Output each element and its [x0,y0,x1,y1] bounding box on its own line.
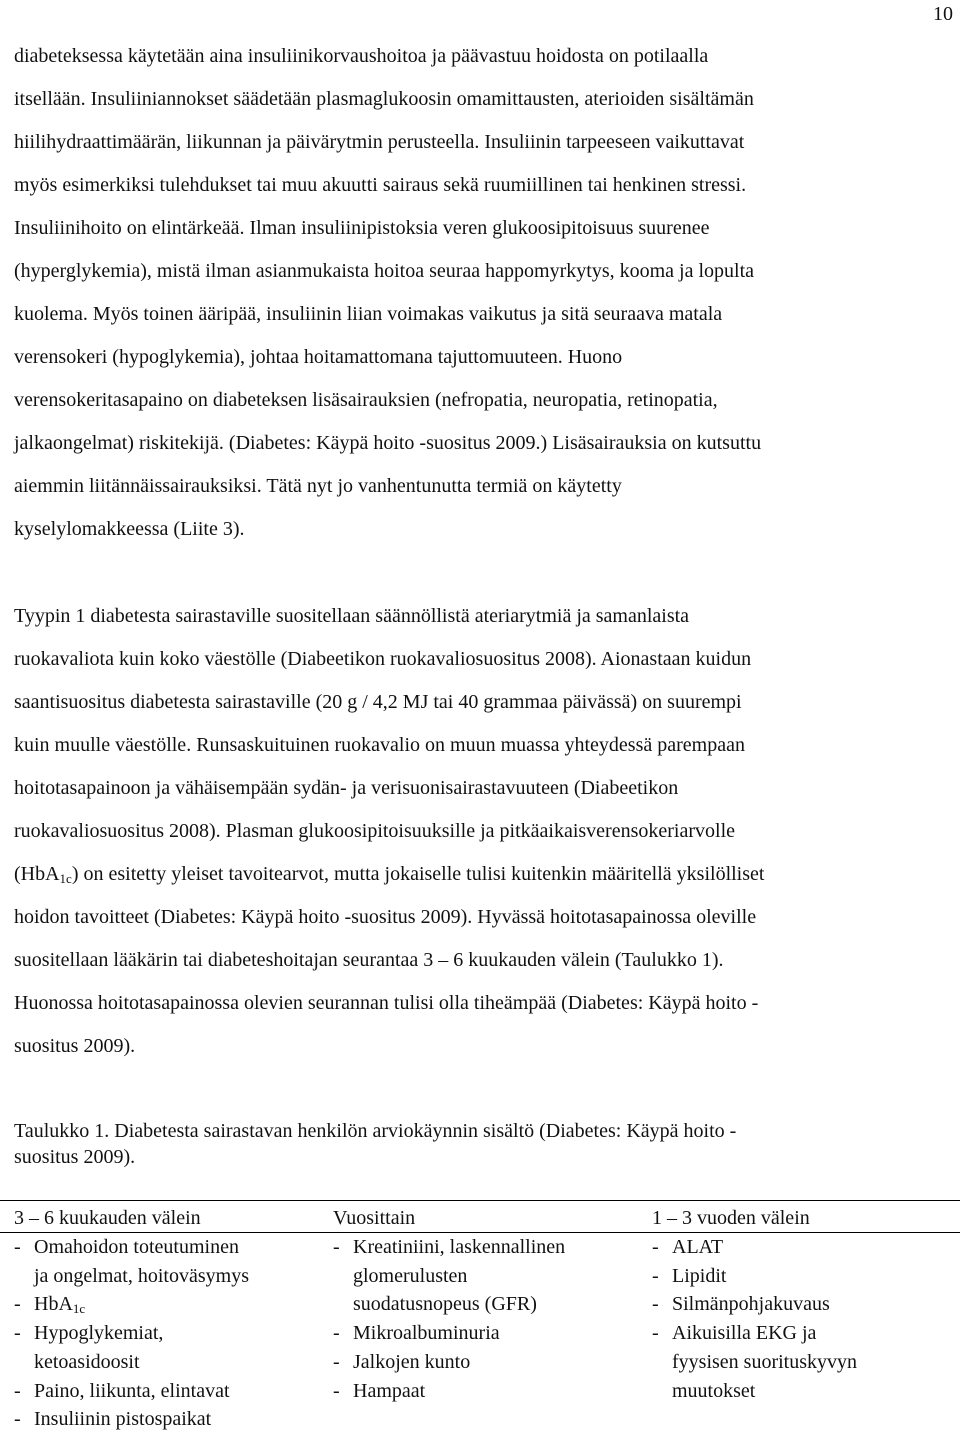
list-item [652,1290,857,1319]
list-item [333,1319,565,1348]
list-item [333,1233,565,1319]
list-item [652,1319,857,1405]
text-line: hoitotasapainoon ja vähäisempään sydän- ja verisuonisairastavuuteen (Diabeetikon [14,777,679,799]
text-line: jalkaongelmat) riskitekijä. (Diabetes: Käypä hoito -suositus 2009.) Lisäsairauksia on kutsuttu [14,432,762,454]
paragraph-nutrition [14,595,950,1068]
dash: - [14,1293,21,1316]
column-yearly [333,1233,565,1405]
item-text: HbA [34,1293,73,1316]
hba1c-suffix: ) on esitetty yleiset tavoitearvot, mutta jokaiselle tulisi kuitenkin määritellä yksilölliset [71,863,765,885]
item-text: suodatusnopeus (GFR) [353,1293,537,1316]
item-text: glomerulusten [353,1264,468,1287]
text-line: itsellään. Insuliiniannokset säädetään plasmaglukoosin omamittausten, aterioiden sisältämän [14,88,754,110]
column-3-6-months [14,1233,249,1434]
column-header-yearly: Vuosittain [333,1207,416,1229]
dash: - [333,1379,340,1402]
list-item [14,1233,249,1290]
paragraph-insulin-therapy [14,35,950,551]
text-line: kuolema. Myös toinen ääripää, insuliinin liian voimakas vaikutus ja sitä seuraava matala [14,303,723,325]
dash: - [652,1264,659,1287]
text-line: Insuliinihoito on elintärkeää. Ilman insuliinipistoksia veren glukoosipitoisuus suurenee [14,217,710,239]
text-line: (hyperglykemia), mistä ilman asianmukaista hoitoa seuraa happomyrkytys, kooma ja lopulta [14,260,755,282]
column-header-1-3-years: 1 – 3 vuoden välein [652,1207,810,1229]
text-line: aiemmin liitännäissairauksiksi. Tätä nyt jo vanhentunutta termiä on käytetty [14,475,622,497]
text-line: hiilihydraattimäärän, liikunnan ja päivärytmin perusteella. Insuliinin tarpeeseen vaikuttavat [14,131,745,153]
item-text: ALAT [672,1236,724,1258]
dash: - [333,1350,340,1373]
visit-content-table [0,1200,960,1434]
column-1-3-years [652,1233,857,1405]
dash: - [652,1293,659,1316]
caption-line: Taulukko 1. Diabetesta sairastavan henkilön arviokäynnin sisältö (Diabetes: Käypä hoito - [14,1120,737,1142]
item-text: Aikuisilla EKG ja [672,1322,817,1345]
item-text: ketoasidoosit [34,1350,140,1373]
text-line: diabeteksessa käytetään aina insuliinikorvaushoitoa ja päävastuu hoidosta on potilaalla [14,45,709,67]
text-line: ruokavaliota kuin koko väestölle (Diabeetikon ruokavaliosuositus 2008). Aionastaan kuidun [14,648,752,670]
text-line: ruokavaliosuositus 2008). Plasman glukoosipitoisuuksille ja pitkäaikaisverensokeriarvolle [14,820,735,842]
list-item [333,1348,565,1377]
caption-line: suositus 2009). [14,1146,136,1168]
hba1c-prefix: (HbA [14,863,60,885]
text-line: verensokeri (hypoglykemia), johtaa hoitamattomana tajuttomuuteen. Huono [14,346,623,368]
column-header-3-6-months: 3 – 6 kuukauden välein [14,1207,201,1229]
list-item [14,1319,249,1376]
table-caption [14,1118,736,1170]
dash: - [333,1322,340,1345]
item-text: Mikroalbuminuria [353,1322,500,1345]
item-text: Hypoglykemiat, [34,1322,164,1345]
text-line: myös esimerkiksi tulehdukset tai muu akuutti sairaus sekä ruumiillinen tai henkinen stressi. [14,174,747,196]
dash: - [14,1408,21,1431]
text-line: hoidon tavoitteet (Diabetes: Käypä hoito -suositus 2009). Hyvässä hoitotasapainossa oleville [14,906,757,928]
list-item [333,1377,565,1406]
list-item [14,1405,249,1434]
item-text: Jalkojen kunto [353,1350,471,1373]
text-line: kuin muulle väestölle. Runsaskuituinen ruokavalio on muun muassa yhteydessä parempaan [14,734,745,756]
dash: - [652,1322,659,1345]
item-text: Omahoidon toteutuminen [34,1236,239,1258]
item-text: Lipidit [672,1264,727,1287]
list-item [652,1262,857,1291]
text-line: Huonossa hoitotasapainossa olevien seurannan tulisi olla tiheämpää (Diabetes: Käypä hoito - [14,992,759,1014]
dash: - [333,1236,340,1258]
item-text: ja ongelmat, hoitoväsymys [34,1264,249,1287]
text-line: saantisuositus diabetesta sairastaville (20 g / 4,2 MJ tai 40 grammaa päivässä) on suurempi [14,691,742,713]
text-line: verensokeritasapaino on diabeteksen lisäsairauksien (nefropatia, neuropatia, retinopatia, [14,389,718,411]
list-item [14,1290,249,1319]
text-line: Tyypin 1 diabetesta sairastaville suositellaan säännöllistä ateriarytmiä ja samanlaista [14,605,690,627]
dash: - [14,1236,21,1258]
item-text: muutokset [672,1379,756,1402]
item-text: fyysisen suorituskyvyn [672,1350,857,1373]
dash: - [14,1379,21,1402]
item-text: Hampaat [353,1379,426,1402]
text-line: suositellaan lääkärin tai diabeteshoitajan seurantaa 3 – 6 kuukauden välein (Taulukko 1). [14,949,724,971]
item-text: Kreatiniini, laskennallinen [353,1236,566,1258]
hba1c-subscript: 1c [59,871,72,886]
item-text: Silmänpohjakuvaus [672,1293,830,1316]
text-line: kyselylomakkeessa (Liite 3). [14,518,245,540]
text-line: suositus 2009). [14,1035,136,1057]
dash: - [652,1236,659,1258]
list-item [652,1233,857,1262]
dash: - [14,1322,21,1345]
text-line-hba1c [14,853,950,896]
page-number: 10 [933,3,953,25]
item-subscript: 1c [72,1301,86,1317]
table-top-rule [0,1200,960,1201]
item-text: Paino, liikunta, elintavat [34,1379,230,1402]
list-item [14,1377,249,1406]
item-text: Insuliinin pistospaikat [34,1408,212,1431]
